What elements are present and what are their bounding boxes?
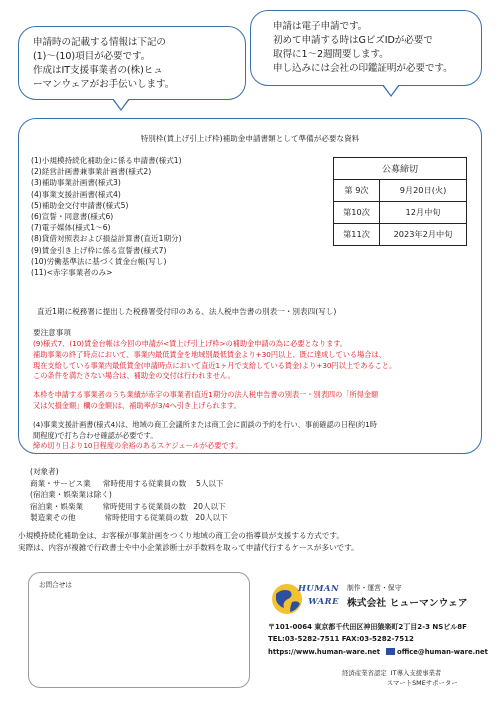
requirements-panel xyxy=(18,118,482,454)
website-link[interactable]: https://www.human-ware.net xyxy=(268,648,381,656)
bubble-left-tail-fill xyxy=(113,98,129,109)
document-item: (11)<赤字事業者のみ> xyxy=(31,268,113,278)
deadline-round: 第10次 xyxy=(334,202,380,224)
company-address: 〒101-0064 東京都千代田区神田猿楽町2丁目2-3 NSビル8F xyxy=(268,623,467,631)
document-item: (4)事業支援計画書(様式4) xyxy=(31,189,121,199)
company-tagline: 制作・運営・保守 xyxy=(347,584,402,592)
deadline-row xyxy=(334,224,467,246)
inquiry-box xyxy=(28,572,250,688)
caution-notes xyxy=(33,327,473,452)
document-item: (3)補助事業計画書(様式3) xyxy=(31,178,121,188)
info-bubble-right xyxy=(250,10,482,86)
brand-logotype: HUMAN WARE xyxy=(298,583,340,606)
deadline-row xyxy=(334,180,467,202)
info-bubble-left xyxy=(18,26,246,100)
required-documents-list xyxy=(31,155,311,278)
deadline-date: 9月20日(火) xyxy=(380,180,467,202)
company-name: 株式会社 ヒューマンウェア xyxy=(347,598,468,609)
bubble-right-tail-fill xyxy=(383,84,399,95)
eligibility-line: 商業・サービス業 常時使用する従業員の数 5人以下 xyxy=(30,478,224,488)
company-block xyxy=(262,578,492,698)
document-item: (10)労働基準法に基づく賃金台帳(写し) xyxy=(31,256,167,266)
eligibility-line: 製造業その他 常時使用する従業員の数 20人以下 xyxy=(30,513,228,523)
mail-icon xyxy=(386,648,395,655)
eligibility-line: (対象者) xyxy=(30,467,59,476)
deadline-table xyxy=(333,157,467,246)
info-bubble-left-text: 申請時の記載する情報は下記の (1)〜(10)項目が必要です。 作成はIT支援事業者の(株)ヒュ ーマンウェアがお手伝いします。 xyxy=(33,37,175,90)
company-phone: TEL:03-5282-7511 FAX:03-5282-7512 xyxy=(268,635,414,643)
email-link[interactable]: office@human-ware.net xyxy=(397,648,488,656)
eligibility-line: (宿泊業・娯楽業は除く) xyxy=(30,490,112,500)
eligibility-line: 宿泊業・娯楽業 常時使用する従業員の数 20人以下 xyxy=(30,501,226,511)
tax-return-note: 直近1期に税務署に提出した税務署受付印のある、法人税申告書の別表一・別表四(写し) xyxy=(37,307,337,316)
caution-heading: 要注意事項 xyxy=(33,328,71,337)
deadline-date: 2023年2月中旬 xyxy=(380,224,467,246)
subsidy-explanation-text: 小規模持続化補助金は、お客様が事業計画をつくり地域の商工会の指導員が支援する方式です。 実際は、内容が複雑で行政書士や中小企業診断士が手数料を取って申請代行するケースが多いです。 xyxy=(18,531,359,552)
document-item: (9)賃金引き上げ枠に係る宣誓書(様式7) xyxy=(31,245,167,255)
requirements-title: 特別枠(賃上げ引上げ枠)補助金申請書類として準備が必要な資料 xyxy=(140,134,360,143)
subsidy-explanation xyxy=(18,530,488,554)
deficit-subsidy-note: 本枠を申請する事業者のうち業績が赤字の事業者(直近1期分の法人税申告書の別表一・別表四の「所得金額 又は欠損金額」欄の金額)は、補助率が3/4へ引き上げられます。 xyxy=(33,390,379,410)
wage-increase-note: (9)様式7、(10)賃金台帳は今回の申請が<賃上げ引上げ枠>の補助金申請の為に必要となります。 補助事業の終了時点において、事業内最低賃金を地域別最低賃金より+30円以上、既に達成している場合は、 現在支給している事業内最低賃金(申請時点において直近1ヶ月で支給している賃金)より+30円以上であること。 この条件を満たさない場合は、補助金の交付は行われません。 xyxy=(33,339,397,381)
deadline-date: 12月中旬 xyxy=(380,202,467,224)
schedule-note: 締め切り日より10日程度の余裕のあるスケジュールが必要です。 xyxy=(33,441,243,451)
deadline-row xyxy=(334,202,467,224)
inquiry-label: お問合せは xyxy=(39,581,72,589)
document-item: (5)補助金交付申請書(様式5) xyxy=(31,200,129,210)
document-item: (2)経営計画書兼事業計画書(様式2) xyxy=(31,167,152,177)
support-plan-note: (4)事業支援計画書(様式4)は、地域の商工会議所または商工会に面談の予約を行い、事前確認の日程(約1時 間程度)で打ち合わせ確認が必要です。 xyxy=(33,419,377,440)
document-item: (7)電子媒体(様式1〜6) xyxy=(31,223,111,233)
eligibility-section xyxy=(30,466,330,524)
document-item: (6)宣誓・同意書(様式6) xyxy=(31,212,114,222)
deadline-round: 第11次 xyxy=(334,224,380,246)
document-item: (1)小規模持続化補助金に係る申請書(様式1) xyxy=(31,156,182,165)
info-bubble-right-text: 申請は電子申請です。 初めて申請する時はGビズIDが必要で 取得に1〜2週間要します。 申し込みには会社の印鑑証明が必要です。 xyxy=(273,21,453,74)
certification-text: 経済産業省認定 IT導入支援事業者 スマートSMEサポーター xyxy=(342,669,458,687)
deadline-header: 公募締切 xyxy=(334,158,467,180)
deadline-round: 第 9次 xyxy=(334,180,380,202)
web-contact-row xyxy=(268,648,488,656)
document-item: (8)貸借対照表および損益計算書(直近1期分) xyxy=(31,234,182,244)
